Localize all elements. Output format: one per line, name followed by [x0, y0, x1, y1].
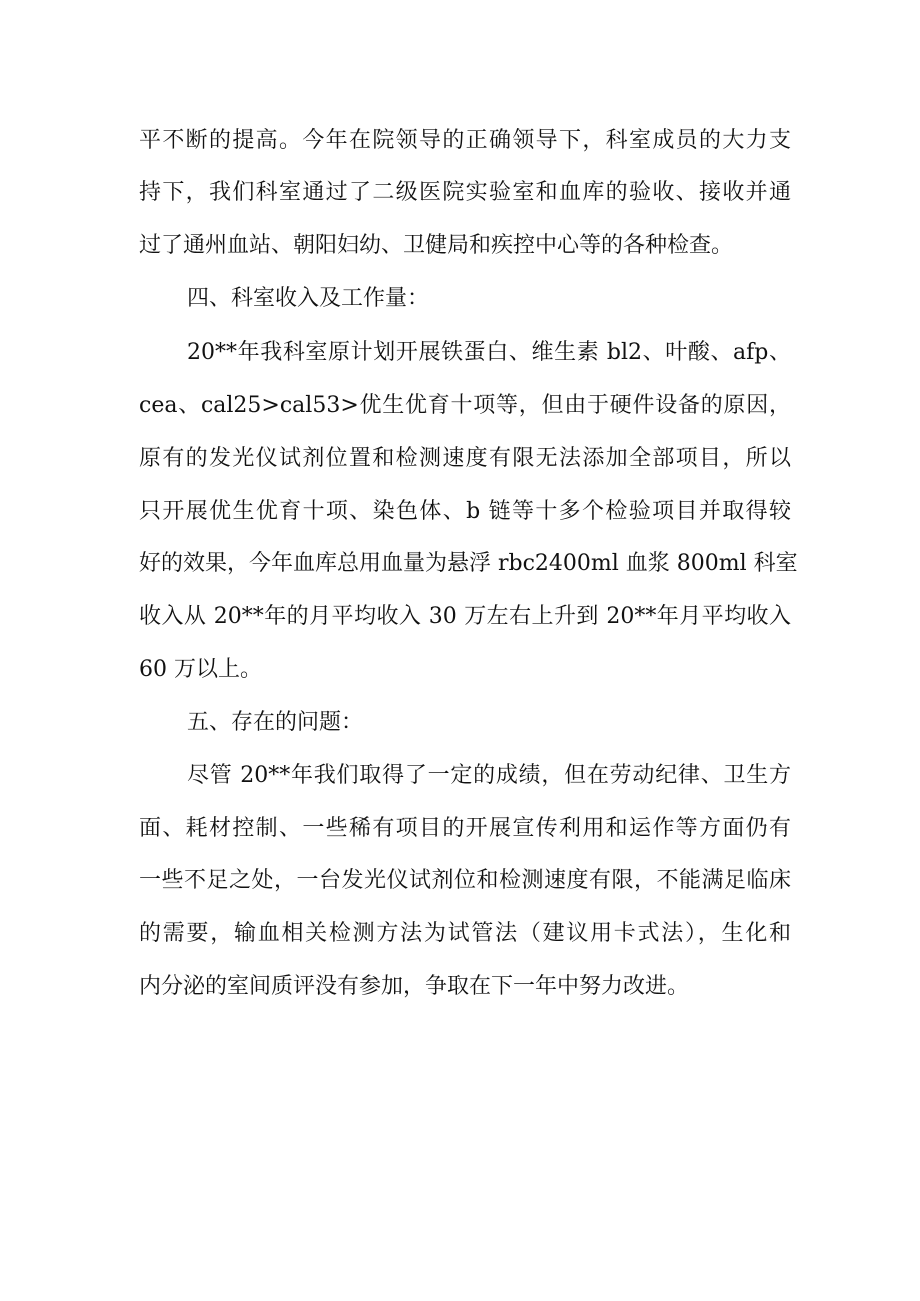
paragraph-line: 内分泌的室间质评没有参加，争取在下一年中努力改进。 — [139, 974, 690, 999]
paragraph-line: 持下，我们科室通过了二级医院实验室和血库的验收、接收并通 — [139, 180, 791, 205]
paragraph-line: 60 万以上。 — [139, 657, 262, 682]
paragraph-line: 只开展优生优育十项、染色体、b 链等十多个检验项目并取得较 — [139, 499, 791, 524]
paragraph-line: 尽管 20**年我们取得了一定的成绩，但在劳动纪律、卫生方 — [187, 763, 791, 788]
paragraph-line: 原有的发光仪试剂位置和检测速度有限无法添加全部项目，所以 — [139, 446, 791, 471]
paragraph-line: 平不断的提高。今年在院领导的正确领导下，科室成员的大力支 — [139, 128, 791, 153]
paragraph-line: 好的效果，今年血库总用血量为悬浮 rbc2400ml 血浆 800ml 科室 — [139, 551, 798, 576]
paragraph-line: 面、耗材控制、一些稀有项目的开展宣传利用和运作等方面仍有 — [139, 816, 791, 841]
paragraph-line: 收入从 20**年的月平均收入 30 万左右上升到 20**年月平均收入 — [139, 604, 791, 629]
paragraph-line: cea、cal25>cal53>优生优育十项等，但由于硬件设备的原因， — [139, 393, 791, 418]
section-heading: 五、存在的问题： — [187, 710, 364, 735]
paragraph-line: 一些不足之处，一台发光仪试剂位和检测速度有限，不能满足临床 — [139, 868, 791, 893]
paragraph-line: 的需要，输血相关检测方法为试管法（建议用卡式法），生化和 — [139, 921, 791, 946]
paragraph-line: 过了通州血站、朝阳妇幼、卫健局和疾控中心等的各种检查。 — [139, 233, 734, 258]
section-heading: 四、科室收入及工作量： — [187, 286, 430, 311]
paragraph-line: 20**年我科室原计划开展铁蛋白、维生素 bl2、叶酸、afp、 — [187, 340, 791, 365]
